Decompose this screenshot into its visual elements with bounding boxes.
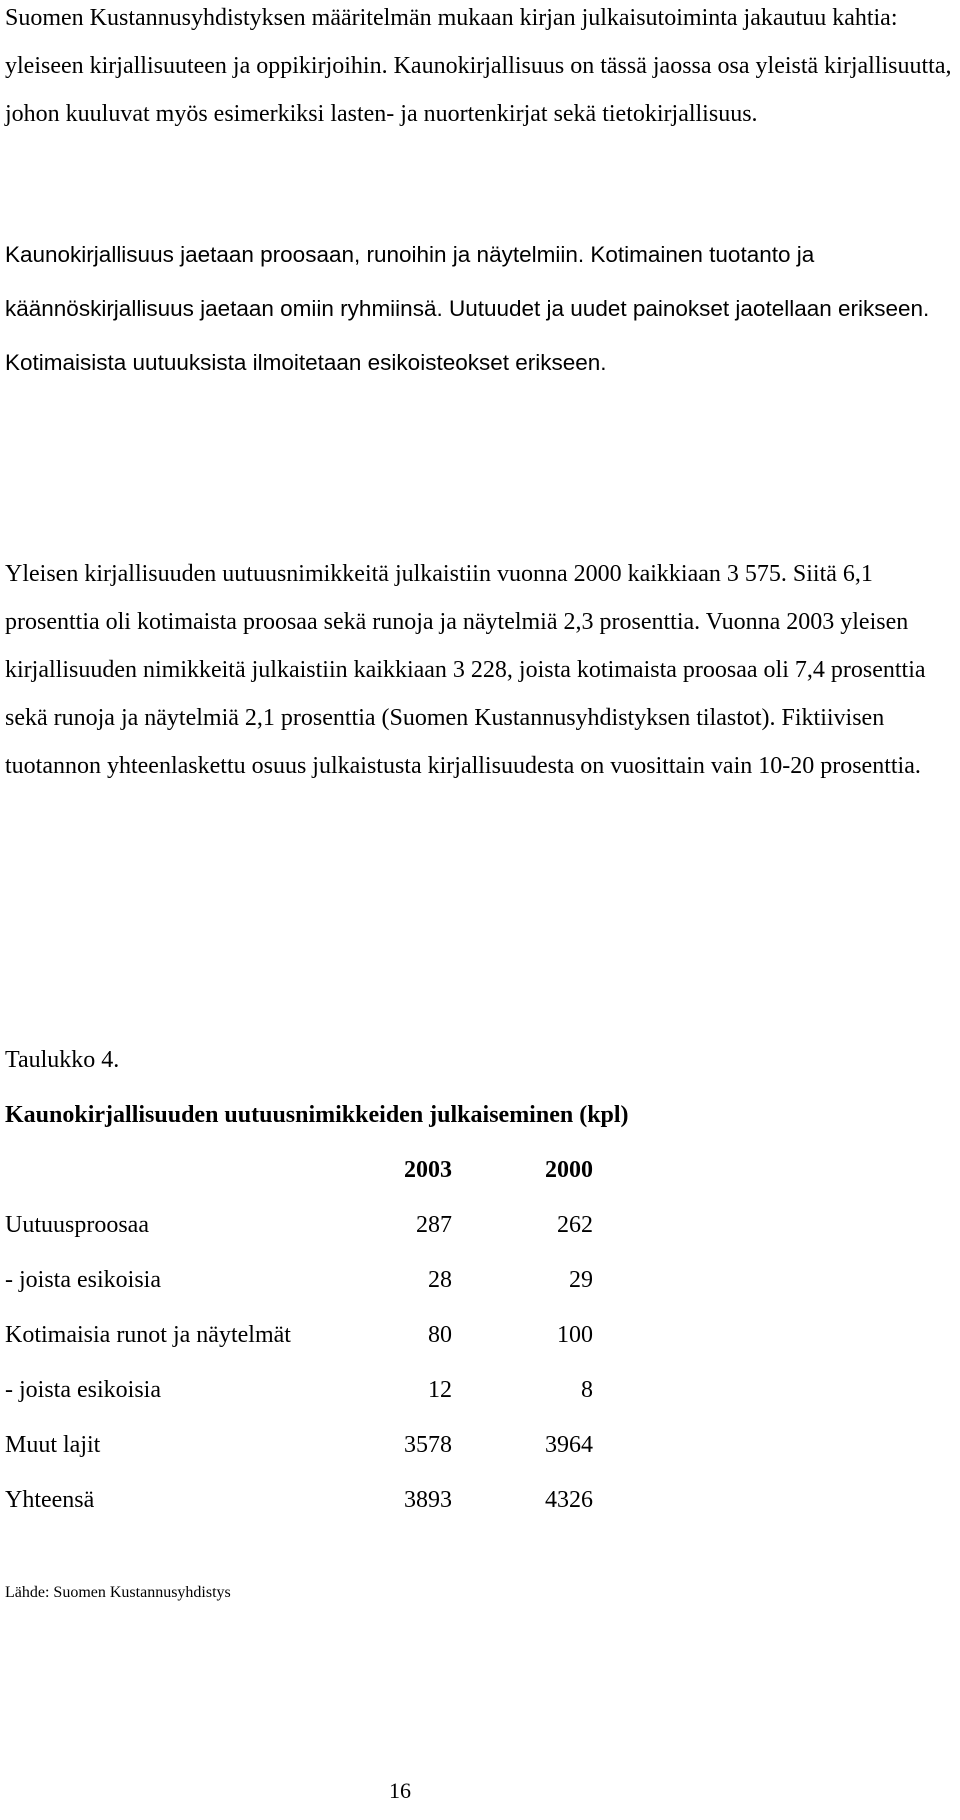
source-note: Lähde: Suomen Kustannusyhdistys xyxy=(5,1584,231,1601)
row-value-2003: 3893 xyxy=(404,1487,452,1513)
row-label: - joista esikoisia xyxy=(5,1267,161,1293)
table-row xyxy=(5,1375,905,1405)
row-value-2000: 100 xyxy=(557,1322,593,1348)
row-label: Yhteensä xyxy=(5,1487,95,1513)
table-row xyxy=(5,1485,905,1515)
table-header-2000: 2000 xyxy=(545,1157,593,1183)
table-header-row xyxy=(5,1155,905,1185)
paragraph-intro: Suomen Kustannusyhdistyksen määritelmän mukaan kirjan julkaisutoiminta jakautuu kahtia: yleiseen kirjallisuuteen ja oppikirjoihin. Kaunokirjallisuus on tässä jaossa osa yleistä kirjallisuutta, johon kuuluvat myös esimerkiksi lasten- ja nuortenkirjat sekä tietokirjallisuus. xyxy=(5,5,952,127)
table-row xyxy=(5,1320,905,1350)
row-label: Kotimaisia runot ja näytelmät xyxy=(5,1322,291,1348)
row-value-2003: 28 xyxy=(428,1267,452,1293)
row-value-2003: 287 xyxy=(416,1212,452,1238)
page-number: 16 xyxy=(389,1778,411,1803)
row-value-2000: 4326 xyxy=(545,1487,593,1513)
row-label: - joista esikoisia xyxy=(5,1377,161,1403)
table-title: Kaunokirjallisuuden uutuusnimikkeiden julkaiseminen (kpl) xyxy=(5,1102,629,1128)
row-value-2000: 262 xyxy=(557,1212,593,1238)
row-label: Uutuusproosaa xyxy=(5,1212,149,1238)
row-value-2003: 12 xyxy=(428,1377,452,1403)
row-label: Muut lajit xyxy=(5,1432,101,1458)
table-row xyxy=(5,1265,905,1295)
table-row xyxy=(5,1430,905,1460)
table-row xyxy=(5,1210,905,1240)
row-value-2000: 8 xyxy=(581,1377,593,1403)
row-value-2003: 3578 xyxy=(404,1432,452,1458)
table-caption: Taulukko 4. xyxy=(5,1047,120,1073)
row-value-2000: 29 xyxy=(569,1267,593,1293)
table-header-2003: 2003 xyxy=(404,1157,452,1183)
paragraph-categories: Kaunokirjallisuus jaetaan proosaan, runoihin ja näytelmiin. Kotimainen tuotanto ja käännöskirjallisuus jaetaan omiin ryhmiinsä. Uutuudet ja uudet painokset jaotellaan erikseen. Kotimaisista uutuuksista ilmoitetaan esikoisteokset erikseen. xyxy=(5,242,930,375)
row-value-2000: 3964 xyxy=(545,1432,593,1458)
paragraph-statistics: Yleisen kirjallisuuden uutuusnimikkeitä julkaistiin vuonna 2000 kaikkiaan 3 575. Siitä 6,1 prosenttia oli kotimaista proosaa sekä runoja ja näytelmiä 2,3 prosenttia. Vuonna 2003 yleisen kirjallisuuden nimikkeitä julkaistiin kaikkiaan 3 228, joista kotimaista proosaa oli 7,4 prosenttia sekä runoja ja näytelmiä 2,1 prosenttia (Suomen Kustannusyhdistyksen tilastot). Fiktiivisen tuotannon yhteenlaskettu osuus julkaistusta kirjallisuudesta on vuosittain vain 10-20 prosenttia. xyxy=(5,561,926,779)
row-value-2003: 80 xyxy=(428,1322,452,1348)
